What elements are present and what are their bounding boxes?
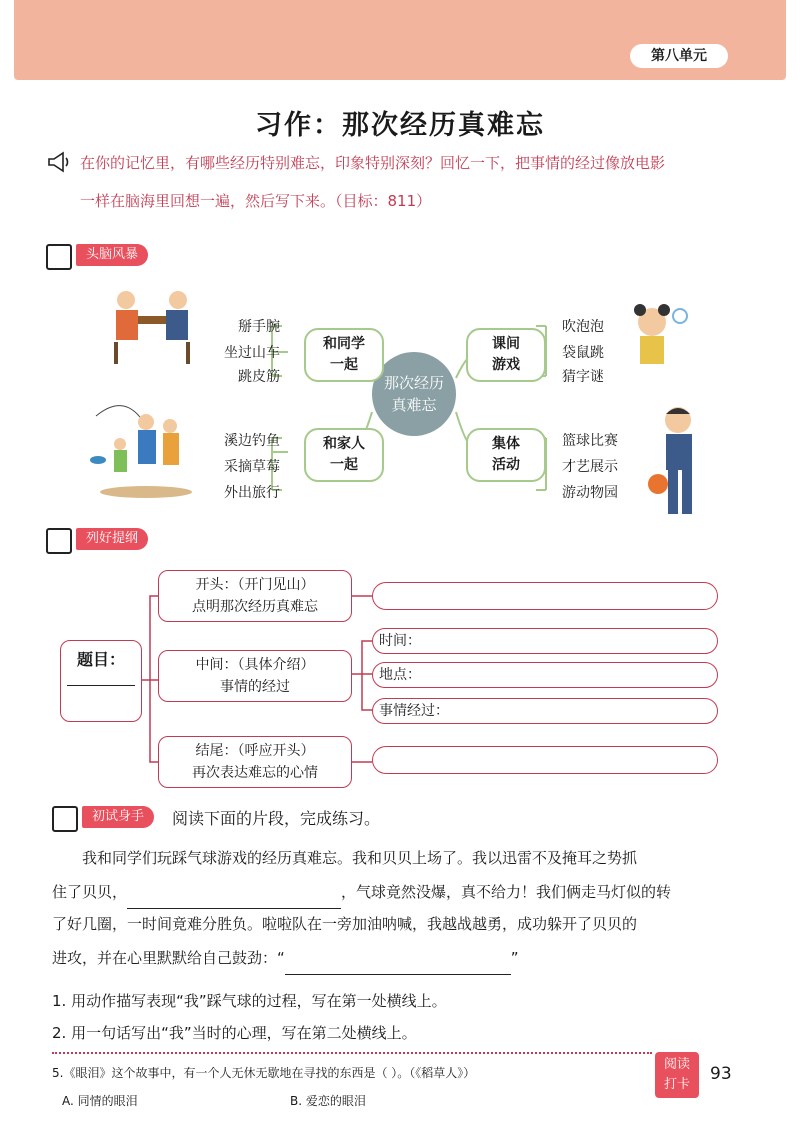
branch-label: 活动 (492, 457, 520, 473)
leaf-item: 坐过山车 (224, 345, 280, 361)
opening-line-2: 点明那次经历真难忘 (192, 599, 318, 615)
practice-tag: 初试身手 (82, 806, 154, 828)
outline-tag: 列好提纲 (76, 528, 148, 550)
reading-checkin-badge (655, 1052, 699, 1098)
question-2: 2. 用一句话写出“我”当时的心理，写在第二处横线上。 (52, 1024, 417, 1042)
opening-line-1: 开头：（开门见山） (195, 577, 315, 593)
page-title: 习作：那次经历真难忘 (255, 110, 545, 141)
branch-label: 游戏 (492, 357, 520, 373)
leaf-item: 跳皮筋 (238, 369, 280, 385)
branch-label: 一起 (330, 357, 358, 373)
passage-text: 住了贝贝， (52, 883, 128, 901)
leaf-item: 篮球比赛 (562, 433, 618, 449)
intro-line-2: 一样在脑海里回想一遍，然后写下来。（目标：811） (80, 192, 432, 210)
ending-answer-field[interactable] (372, 746, 718, 774)
unit-badge: 第八单元 (630, 44, 728, 68)
leaf-item: 吹泡泡 (562, 319, 604, 335)
footer-question: 5.《眼泪》这个故事中，有一个人无休无歇地在寻找的东西是（ ）。（《稻草人》） (52, 1066, 476, 1080)
leaf-item: 掰手腕 (238, 319, 280, 335)
footer-option-a: A. 同情的眼泪 (62, 1094, 138, 1108)
footer-divider (52, 1052, 652, 1054)
passage-line-3: 了好几圈，一时间竟难分胜负。啦啦队在一旁加油呐喊，我越战越勇，成功躲开了贝贝的 (52, 915, 638, 933)
branch-label: 课间 (492, 336, 520, 352)
passage-line-2 (52, 876, 742, 909)
ending-box (158, 736, 352, 788)
passage-text: ，气球竟然没爆，真不给力！我们俩走马灯似的转 (341, 883, 672, 901)
leaf-item: 溪边钓鱼 (224, 433, 280, 449)
branch-label: 集体 (492, 436, 520, 452)
opening-answer-field[interactable] (372, 582, 718, 610)
leaf-item: 游动物园 (562, 485, 618, 501)
footer-option-b: B. 爱恋的眼泪 (290, 1094, 366, 1108)
time-field[interactable]: 时间： (372, 628, 718, 654)
place-field[interactable]: 地点： (372, 662, 718, 688)
leaf-item: 采摘草莓 (224, 459, 280, 475)
leaf-item: 外出旅行 (224, 485, 280, 501)
middle-line-1: 中间：（具体介绍） (195, 657, 315, 673)
passage-line-1: 我和同学们玩踩气球游戏的经历真难忘。我和贝贝上场了。我以迅雷不及掩耳之势抓 (82, 849, 638, 867)
stamp-line-2: 打卡 (663, 1077, 690, 1092)
middle-line-2: 事情的经过 (220, 679, 290, 695)
intro-line-1: 在你的记忆里，有哪些经历特别难忘，印象特别深刻？回忆一下，把事情的经过像放电影 (80, 154, 666, 172)
blank-2[interactable] (285, 942, 511, 975)
brainstorm-tag: 头脑风暴 (76, 244, 148, 266)
blank-1[interactable] (127, 876, 341, 909)
topic-box[interactable] (60, 640, 142, 722)
middle-box (158, 650, 352, 702)
branch-label: 和同学 (323, 336, 365, 352)
passage-text: 进攻，并在心里默默给自己鼓劲：“ (52, 949, 285, 967)
center-line-1: 那次经历 (383, 374, 444, 392)
center-line-2: 真难忘 (391, 396, 437, 414)
branch-label: 一起 (330, 457, 358, 473)
passage-line-4 (52, 942, 742, 975)
question-1: 1. 用动作描写表现“我”踩气球的过程，写在第一处横线上。 (52, 992, 447, 1010)
page-number: 93 (710, 1064, 732, 1084)
passage-text: ” (510, 949, 519, 967)
stamp-line-1: 阅读 (663, 1057, 690, 1072)
leaf-item: 猜字谜 (562, 369, 604, 385)
branch-label: 和家人 (323, 436, 365, 452)
practice-icon (52, 806, 78, 832)
ending-line-2: 再次表达难忘的心情 (192, 765, 318, 781)
topic-blank-line (67, 685, 135, 686)
events-field[interactable]: 事情经过： (372, 698, 718, 724)
topic-label: 题目： (77, 650, 126, 669)
leaf-item: 袋鼠跳 (562, 345, 604, 361)
opening-box (158, 570, 352, 622)
practice-instruction: 阅读下面的片段，完成练习。 (172, 809, 381, 828)
leaf-item: 才艺展示 (562, 459, 618, 475)
ending-line-1: 结尾：（呼应开头） (195, 743, 315, 759)
